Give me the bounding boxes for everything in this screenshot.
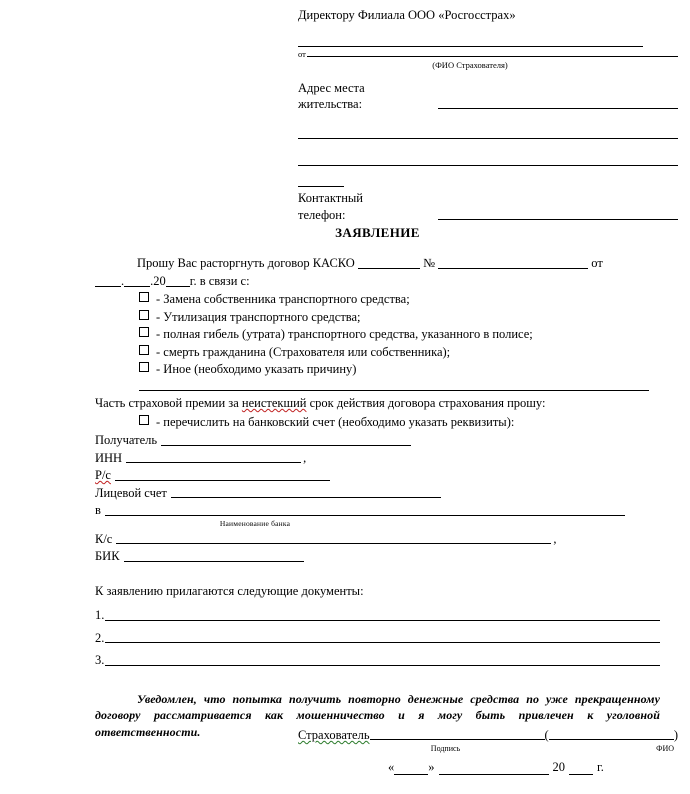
- sign-date-month-input[interactable]: [439, 763, 549, 775]
- fio-caption: ФИО: [656, 744, 674, 753]
- reason-label: - смерть гражданина (Страхователя или собственника);: [156, 344, 451, 359]
- bank-field-row: [95, 531, 660, 548]
- settlement-account-input[interactable]: [115, 480, 330, 481]
- request-tail: г. в связи с:: [189, 273, 250, 288]
- checkbox-icon[interactable]: [139, 327, 149, 337]
- date-year-prefix: 20: [552, 760, 565, 774]
- phone-label-line2: телефон:: [298, 207, 346, 222]
- address-label-line1: Адрес места: [298, 80, 365, 95]
- inn-input[interactable]: [126, 462, 301, 463]
- reason-label: - полная гибель (утрата) транспортного средства, указанного в полисе;: [156, 327, 533, 342]
- addressee-text: Директору Филиала ООО «Росгосстрах»: [298, 8, 516, 22]
- addressee-line: [298, 8, 678, 24]
- phone-input-line[interactable]: [438, 219, 678, 220]
- bank-field-row: [95, 502, 660, 519]
- bank-details-block: [95, 432, 660, 564]
- correspondent-account-input[interactable]: [116, 543, 551, 544]
- phone-row: [298, 190, 678, 223]
- bank-field-label: К/с: [95, 531, 113, 546]
- list-item[interactable]: [139, 291, 660, 308]
- list-item[interactable]: [139, 344, 660, 361]
- date-suffix: г.: [597, 760, 604, 774]
- checkbox-icon[interactable]: [139, 362, 149, 372]
- date-day-input[interactable]: [95, 275, 121, 287]
- page-title: ЗАЯВЛЕНИЕ: [335, 225, 420, 240]
- number-symbol: №: [423, 256, 436, 271]
- address-label-line2: жительства:: [298, 97, 363, 112]
- date-year-input[interactable]: [166, 275, 190, 287]
- signature-captions: [298, 744, 678, 753]
- address-input-line-2[interactable]: [298, 138, 678, 139]
- request-line-1: [95, 255, 660, 272]
- header-block: [298, 8, 678, 223]
- signature-date-row: [298, 760, 678, 775]
- personal-account-input[interactable]: [171, 497, 441, 498]
- bank-field-row: [95, 450, 660, 467]
- attachment-row: [95, 630, 660, 647]
- list-item[interactable]: [139, 361, 660, 378]
- bank-field-label: Получатель: [95, 433, 158, 448]
- bank-field-row: [95, 548, 660, 565]
- signature-input[interactable]: [370, 739, 545, 740]
- document-body: [95, 224, 660, 740]
- transfer-option-row[interactable]: [95, 414, 660, 431]
- checkbox-icon[interactable]: [139, 415, 149, 425]
- bank-field-row: [95, 485, 660, 502]
- attachment-number: 2.: [95, 630, 105, 645]
- reason-label: - Иное (необходимо указать причину): [156, 362, 357, 377]
- request-paragraph: [95, 255, 660, 289]
- bank-name-input[interactable]: [105, 515, 625, 516]
- bank-field-row: [95, 432, 660, 449]
- transfer-option-label: - перечислить на банковский счет (необходимо указать реквизиты):: [156, 414, 515, 429]
- address-input-line-3[interactable]: [298, 165, 678, 166]
- phone-label: [298, 190, 438, 223]
- fraud-warning-text: Уведомлен, что попытка получить повторно денежные средства по уже прекращенному договору рассматривается как мошенничество и я могу быть привлечен к уголовной ответственности.: [95, 691, 660, 739]
- date-month-input[interactable]: [124, 275, 150, 287]
- reason-label: - Замена собственника транспортного средства;: [156, 292, 410, 307]
- address-label: [298, 80, 438, 113]
- bank-field-label: в: [95, 503, 101, 518]
- signature-label: Страхователь: [298, 728, 370, 742]
- fio-input[interactable]: [549, 739, 674, 740]
- from-label: от: [298, 48, 306, 59]
- premium-paragraph: [95, 395, 660, 412]
- checkbox-icon[interactable]: [139, 345, 149, 355]
- bank-field-trailing: ,: [303, 450, 307, 465]
- from-row: [298, 49, 678, 60]
- attachment-row: [95, 652, 660, 669]
- request-line-2: . .20 г. в связи с:: [95, 273, 660, 290]
- bank-field-row: [95, 467, 660, 484]
- checkbox-icon[interactable]: [139, 292, 149, 302]
- bank-field-label: БИК: [95, 549, 120, 564]
- attachment-number: 3.: [95, 653, 105, 668]
- signature-block: [298, 728, 678, 775]
- reason-label: - Утилизация транспортного средства;: [156, 309, 361, 324]
- request-ot-label: от: [591, 256, 603, 271]
- other-reason-input-line[interactable]: [139, 390, 649, 391]
- premium-text-a: Часть страховой премии за: [95, 396, 242, 411]
- request-text-a: Прошу Вас расторгнуть договор КАСКО: [137, 256, 355, 271]
- signature-caption: Подпись: [430, 744, 461, 753]
- from-caption: (ФИО Страхователя): [432, 60, 508, 71]
- list-item[interactable]: [139, 326, 660, 343]
- bik-input[interactable]: [124, 561, 304, 562]
- kasko-type-input[interactable]: [358, 257, 420, 269]
- bank-field-label: Лицевой счет: [95, 485, 167, 500]
- attachments-list: [95, 607, 660, 669]
- premium-text-misspelled: неистекший: [241, 396, 307, 411]
- checkbox-icon[interactable]: [139, 310, 149, 320]
- address-row: [298, 80, 678, 113]
- signature-row: [298, 728, 678, 743]
- attachment-input-1[interactable]: [105, 620, 660, 621]
- attachment-row: [95, 607, 660, 624]
- bank-name-caption: Наименование банка: [219, 518, 291, 528]
- attachment-input-3[interactable]: [105, 665, 660, 666]
- date-year-prefix: .20: [150, 273, 166, 288]
- from-input-line[interactable]: [307, 56, 678, 57]
- recipient-input[interactable]: [161, 445, 411, 446]
- date-quote-open: «: [388, 760, 395, 774]
- list-item[interactable]: [139, 309, 660, 326]
- sign-date-year-input[interactable]: [569, 763, 593, 775]
- address-input-line-4[interactable]: [298, 186, 344, 187]
- attachment-number: 1.: [95, 608, 105, 623]
- address-input-line-1[interactable]: [438, 108, 678, 109]
- date-quote-close: »: [428, 760, 435, 774]
- attachments-title: К заявлению прилагаются следующие документы:: [95, 583, 364, 598]
- close-paren: ): [673, 728, 678, 742]
- reasons-checklist: [95, 291, 660, 378]
- phone-label-line1: Контактный: [298, 191, 363, 206]
- premium-text-b: срок действия договора страхования прошу:: [306, 396, 546, 411]
- attachment-input-2[interactable]: [105, 642, 660, 643]
- open-paren: (: [544, 728, 549, 742]
- bank-field-label: Р/с: [95, 468, 111, 483]
- sign-date-day-input[interactable]: [394, 763, 428, 775]
- bank-field-trailing: ,: [553, 531, 557, 546]
- contract-number-input[interactable]: [438, 257, 588, 269]
- addressee-blank-line: [298, 46, 643, 47]
- bank-field-label: ИНН: [95, 450, 123, 465]
